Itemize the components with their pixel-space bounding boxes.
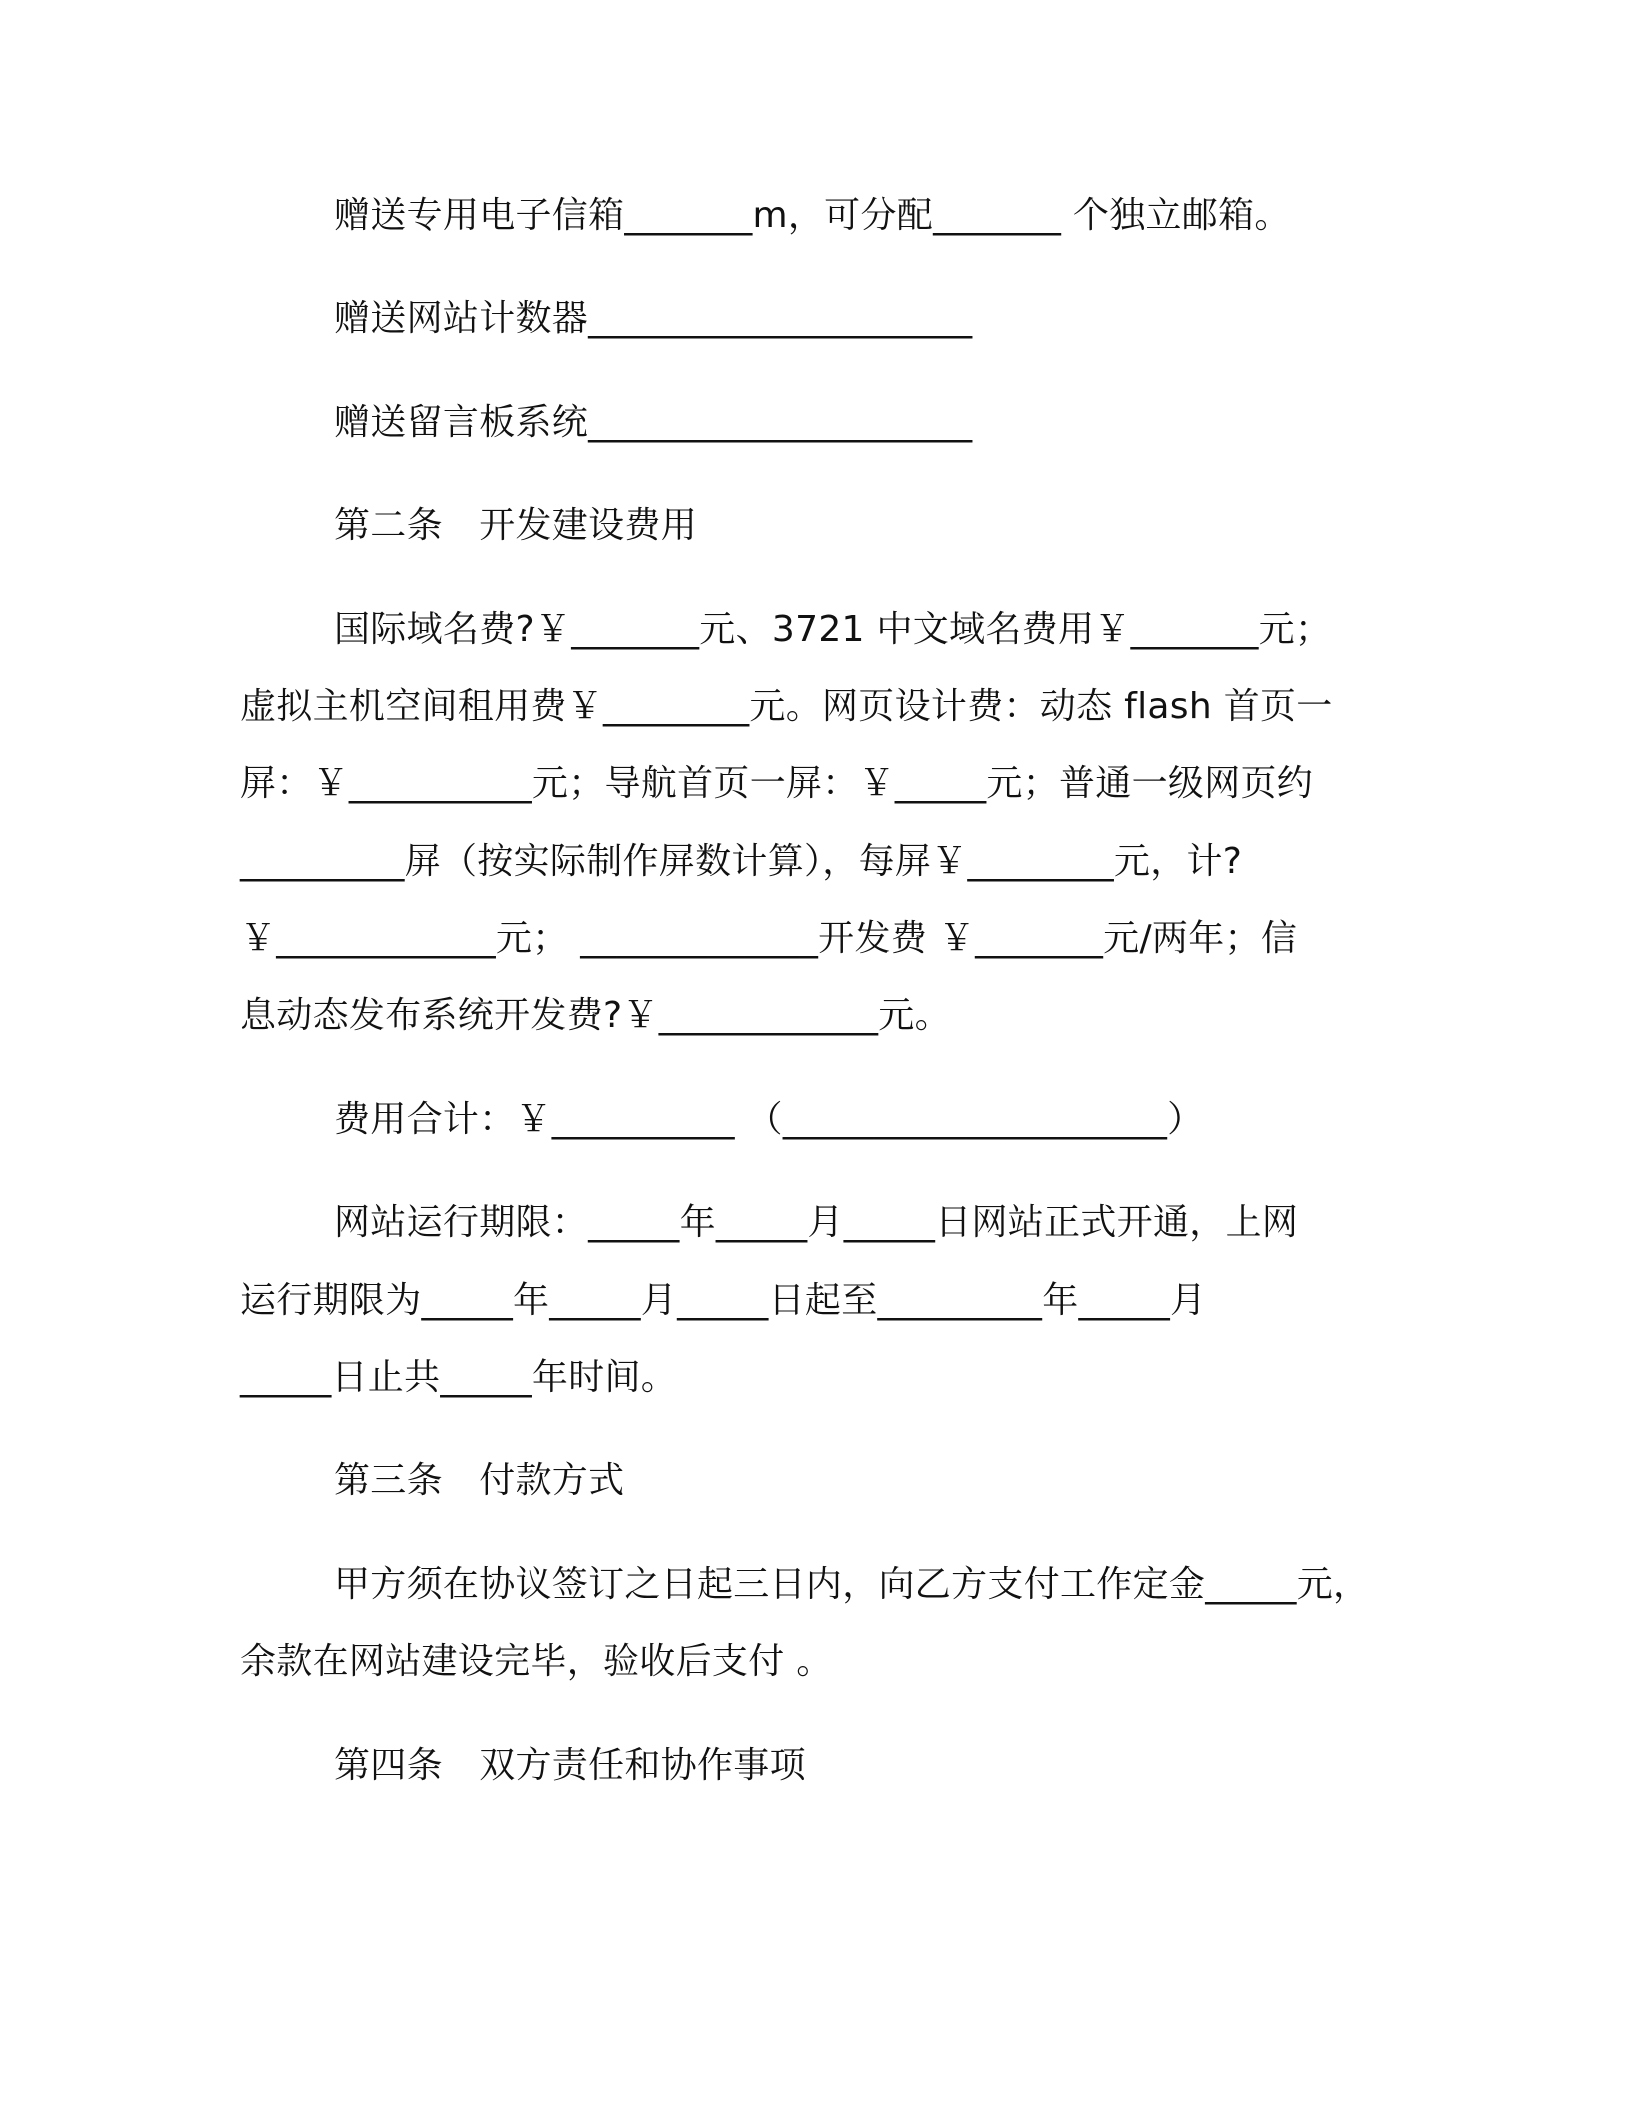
gift-email-line: 赠送专用电子信箱_______m，可分配_______ 个独立邮箱。 [334, 195, 1291, 236]
payment-paragraph-line-1: 甲方须在协议签订之日起三日内，向乙方支付工作定金_____元， [334, 1564, 1370, 1605]
term-paragraph-line-1: 网站运行期限：_____年_____月_____日网站正式开通，上网 [334, 1202, 1299, 1243]
article-4-heading: 第四条 双方责任和协作事项 [334, 1745, 806, 1786]
term-paragraph-line-3: _____日止共_____年时间。 [240, 1357, 678, 1398]
payment-paragraph-line-2: 余款在网站建设完毕，验收后支付 。 [240, 1641, 833, 1682]
gift-guestbook-line: 赠送留言板系统_____________________ [334, 402, 973, 443]
fees-paragraph-line-4: _________屏（按实际制作屏数计算），每屏￥________元，计? [240, 841, 1243, 882]
gift-counter-line: 赠送网站计数器_____________________ [334, 298, 973, 339]
article-3-heading: 第三条 付款方式 [334, 1460, 625, 1501]
fees-paragraph-line-1: 国际域名费?￥_______元、3721 中文域名费用￥_______元； [334, 609, 1332, 650]
term-paragraph-line-2: 运行期限为_____年_____月_____日起至_________年_____月 [240, 1280, 1207, 1321]
fees-paragraph-line-2: 虚拟主机空间租用费￥________元。网页设计费：动态 flash 首页一 [240, 686, 1333, 727]
fees-total-line: 费用合计：￥__________ （_____________________） [334, 1099, 1204, 1140]
article-2-heading: 第二条 开发建设费用 [334, 505, 698, 546]
fees-paragraph-line-6: 息动态发布系统开发费?￥____________元。 [240, 995, 951, 1036]
fees-paragraph-line-3: 屏：￥__________元；导航首页一屏：￥_____元；普通一级网页约 [240, 763, 1314, 804]
fees-paragraph-line-5: ￥____________元； _____________开发费 ￥_______元/两年；信 [240, 918, 1298, 959]
